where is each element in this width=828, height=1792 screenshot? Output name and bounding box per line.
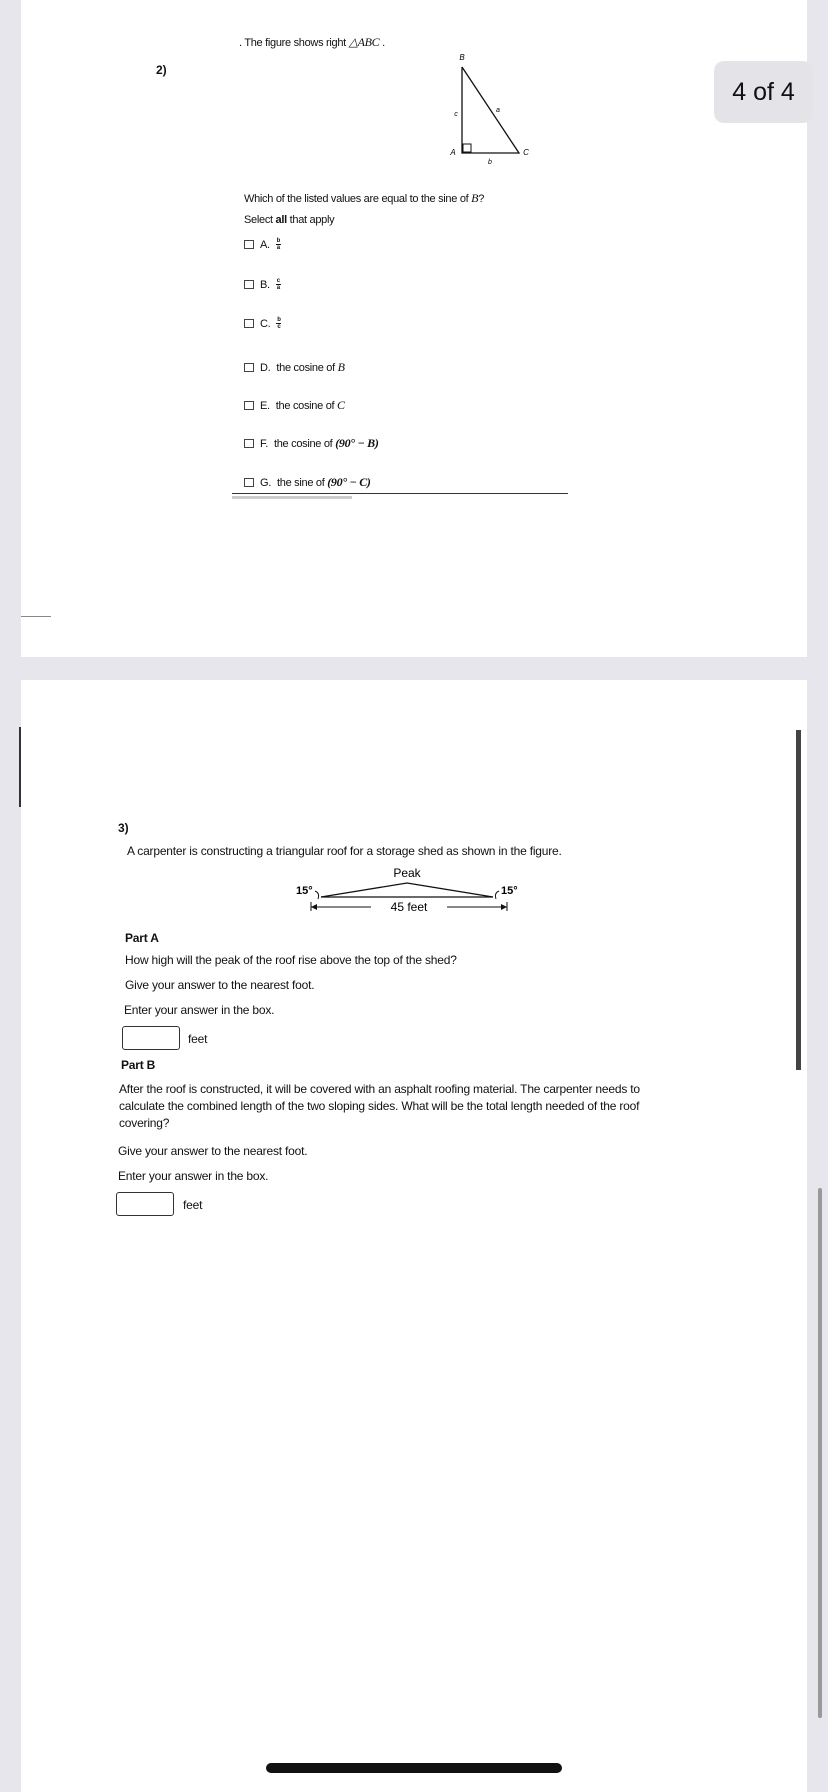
left-scan-edge [19,727,21,807]
faded-scan-mark [232,496,352,499]
part-b-unit: feet [183,1198,203,1212]
vertex-label-b: B [459,53,465,62]
question-3-number: 3) [118,821,129,835]
option-d[interactable]: D. the cosine of B [244,360,345,375]
option-e-checkbox[interactable] [244,401,254,410]
question-3-intro: A carpenter is constructing a triangular roof for a storage shed as shown in the figure. [127,844,562,858]
option-a[interactable]: A. $\frac{b}{a}$ [244,238,281,251]
divider-line [232,493,568,494]
part-b-title: Part B [121,1058,156,1072]
part-b-answer-input[interactable] [116,1192,174,1216]
angle-left-label: 15° [296,885,313,897]
part-a-unit: feet [188,1032,208,1046]
option-b-fraction: $\frac{c}{a}$ [276,278,280,291]
option-d-checkbox[interactable] [244,363,254,372]
part-b-question-line1: After the roof is constructed, it will be covered with an asphalt roofing material. The carpenter needs to [119,1082,640,1096]
right-triangle-figure [441,50,551,166]
base-length-label: 45 feet [390,900,428,914]
home-indicator[interactable] [266,1763,562,1773]
scan-edge-mark [21,616,51,617]
option-g-checkbox[interactable] [244,478,254,487]
option-e[interactable]: E. the cosine of C [244,398,345,413]
part-b-question-line3: covering? [119,1116,170,1130]
roof-figure [296,863,541,923]
option-c[interactable]: C. $\frac{b}{c}$ [244,317,281,330]
part-a-instruction-round: Give your answer to the nearest foot. [125,978,315,992]
question-2-number: 2) [156,63,167,77]
side-label-c: c [454,111,458,118]
right-scan-edge [796,730,801,1070]
vertex-label-a: A [450,148,456,157]
question-2-intro: . The figure shows right △ABC . [239,35,385,49]
part-b-instruction-round: Give your answer to the nearest foot. [118,1144,308,1158]
angle-right-label: 15° [501,885,518,897]
side-label-a: a [496,107,500,114]
document-page-1 [21,0,807,657]
question-2-prompt: Which of the listed values are equal to the sine of B? [244,191,485,205]
part-b-question-line2: calculate the combined length of the two sloping sides. What will be the total length needed of the roof [119,1099,640,1113]
option-f-checkbox[interactable] [244,439,254,448]
side-label-b: b [488,159,492,166]
option-g[interactable]: G. the sine of (90° − C) [244,475,371,490]
option-b-checkbox[interactable] [244,280,254,289]
option-a-checkbox[interactable] [244,240,254,249]
option-a-fraction: $\frac{b}{a}$ [276,238,280,251]
option-c-checkbox[interactable] [244,319,254,328]
part-a-question: How high will the peak of the roof rise above the top of the shed? [125,953,457,967]
document-page-2 [21,680,807,1792]
part-a-instruction-enter: Enter your answer in the box. [124,1003,275,1017]
select-all-instruction: Select all that apply [244,214,335,226]
part-a-answer-input[interactable] [122,1026,180,1050]
option-b[interactable]: B. $\frac{c}{a}$ [244,278,281,291]
vertical-scrollbar[interactable] [818,1188,822,1718]
option-c-fraction: $\frac{b}{c}$ [277,317,281,330]
page-indicator-badge: 4 of 4 [714,61,813,123]
option-f[interactable]: F. the cosine of (90° − B) [244,436,379,451]
part-a-title: Part A [125,931,159,945]
vertex-label-c: C [523,148,529,157]
peak-label: Peak [393,866,421,880]
part-b-instruction-enter: Enter your answer in the box. [118,1169,269,1183]
